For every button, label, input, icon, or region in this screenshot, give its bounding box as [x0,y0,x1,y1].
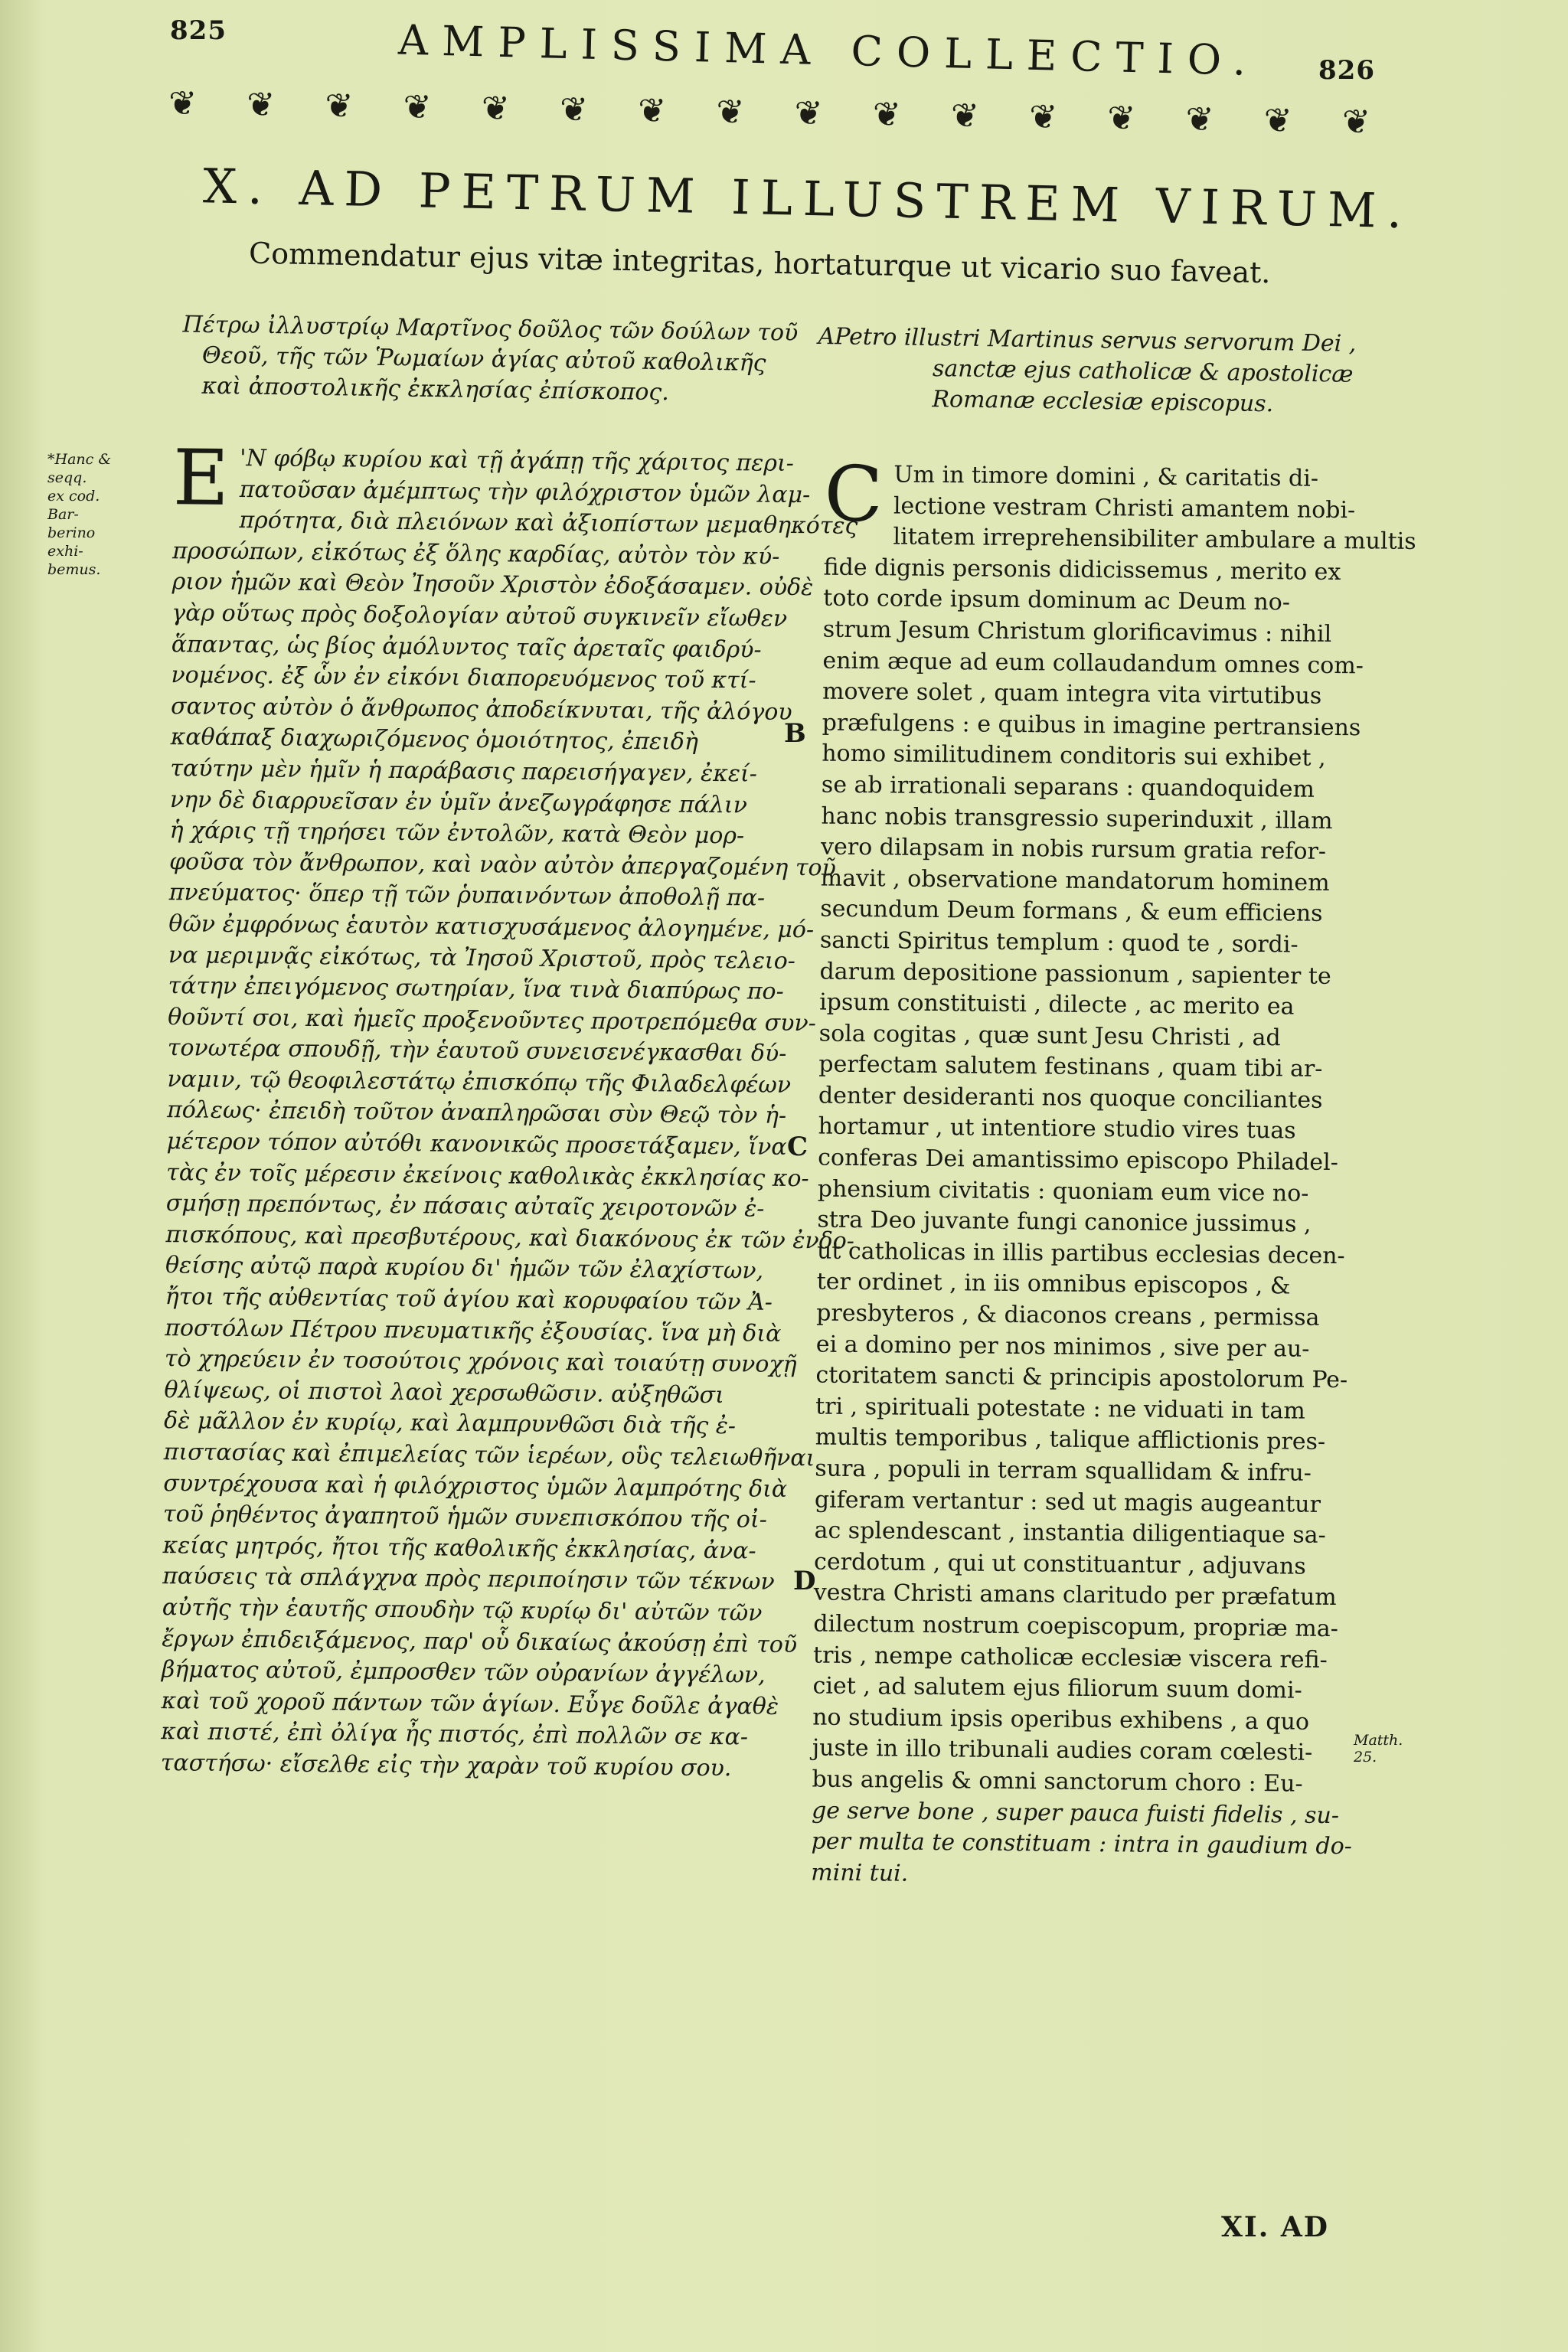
greek-text-line: πόλεως· ἐπειδὴ τοῦτον ἀναπληρῶσαι σὺν Θεῷ τὸν ἡ- [166,1096,787,1130]
greek-text-line: συντρέχουσα καὶ ἡ φιλόχριστος ὑμῶν λαμπρότης διὰ [163,1469,788,1503]
ornament-band [168,83,1371,143]
greek-dropcap: E [172,433,230,523]
greek-text-line: βήματος αὐτοῦ, ἐμπροσθεν τῶν οὐρανίων ἀγγέλων, [161,1656,766,1689]
fleuron-icon: ❦ [1263,100,1293,141]
latin-text-line: cerdotum , qui ut constituantur , adjuvans [813,1548,1306,1580]
latin-text-line: tris , nempe catholicæ ecclesiæ viscera refi- [812,1642,1328,1674]
latin-text-line: no studium ipsis operibus exhibens , a quo [812,1704,1310,1736]
latin-text-line: ge serve bone , super pauca fuisti fidelis , su- [811,1797,1340,1829]
latin-text-line: movere solet , quam integra vita virtutibus [822,678,1322,710]
latin-text-line: multis temporibus , talique afflictionis pres- [815,1423,1326,1456]
greek-text-line: ναμιν, τῷ θεοφιλεστάτῳ ἐπισκόπῳ τῆς Φιλαδελφέων [167,1066,792,1099]
latin-text-line: strum Jesum Christum glorificavimus : nihil [822,616,1332,648]
latin-text-line: ter ordinet , in iis omnibus episcopos , & [816,1268,1291,1300]
salutation-greek-line: καὶ ἀποστολικῆς ἐκκλησίας ἐπίσκοπος. [201,372,670,407]
greek-text-line: παύσεις τὰ σπλάγχνα πρὸς περιποίησιν τῶν τέκνων [162,1563,775,1596]
latin-text-line: stra Deo juvante fungi canonice jussimus , [817,1206,1312,1238]
margin-note-line: berino exhi- [47,524,96,560]
salutation-greek [181,309,799,410]
latin-text-line: bus angelis & omni sanctorum choro : Eu- [812,1766,1303,1798]
greek-text-line: τάτην ἐπειγόμενος σωτηρίαν, ἵνα τινὰ διαπύρως πο- [168,972,784,1005]
margin-reference: Matth. 25. [1354,1732,1403,1766]
fleuron-icon: ❦ [325,86,354,126]
greek-text-line: ἤτοι τῆς αὐθεντίας τοῦ ἁγίου καὶ κορυφαίου τῶν Ἀ- [165,1283,773,1316]
greek-text-line: ταστήσω· εἴσελθε εἰς τὴν χαρὰν τοῦ κυρίου σου. [160,1749,732,1782]
section-letter-c: C [787,1132,808,1162]
greek-text-line: νην δὲ διαρρυεῖσαν ἐν ὑμῖν ἀνεζωγράφησε πάλιν [169,786,748,818]
fleuron-icon: ❦ [403,87,432,127]
margin-note-line: bemus. [47,561,101,578]
latin-text-line: ipsum constituisti , dilecte , ac merito ea [818,988,1295,1021]
latin-text-line: perfectam salutem festinans , quam tibi ar- [818,1050,1323,1083]
greek-text-line: ποστόλων Πέτρου πνευματικῆς ἐξουσίας. ἵνα μὴ διὰ [165,1314,782,1348]
fleuron-icon: ❦ [481,88,511,129]
greek-text-line: καθάπαξ διαχωριζόμενος ὁμοιότητος, ἐπειδὴ [170,724,699,756]
latin-text-line: præfulgens : e quibus in imagine pertransiens [822,709,1361,742]
greek-text-line: πιστασίας καὶ ἐπιμελείας τῶν ἱερέων, οὓς τελειωθῆναι [163,1439,815,1472]
latin-text-line: homo similitudinem conditoris sui exhibet , [822,740,1326,773]
latin-text-line: vestra Christi amans claritudo per præfatum [813,1579,1337,1612]
fleuron-icon: ❦ [1106,98,1136,139]
greek-text-line: ἡ χάρις τῇ τηρήσει τῶν ἐντολῶν, κατὰ Θεὸν μορ- [169,817,745,850]
latin-text-line: ut catholicas in illis partibus ecclesias decen- [816,1237,1345,1270]
greek-text-line: κείας μητρός, ἤτοι τῆς καθολικῆς ἐκκλησίας, ἀνα- [162,1531,756,1565]
greek-text-line: τὰς ἐν τοῖς μέρεσιν ἐκείνοις καθολικὰς ἐκκλησίας κο- [166,1158,809,1192]
fleuron-icon: ❦ [950,96,980,136]
greek-text-line: σμήσῃ πρεπόντως, ἐν πάσαις αὐταῖς χειροτονῶν ἐ- [165,1190,765,1223]
latin-text-line: vero dilapsam in nobis rursum gratia refor- [820,833,1327,866]
greek-text-line: πατοῦσαν ἀμέμπτως τὴν φιλόχριστον ὑμῶν λαμ- [239,475,811,508]
greek-text-line: σαντος αὐτὸν ὁ ἄνθρωπος ἀποδείκνυται, τῆς ἀλόγου [170,692,792,726]
latin-text-line: darum depositione passionum , sapienter te [819,958,1331,990]
greek-text-line: πνεύματος· ὅπερ τῇ τῶν ῥυπαινόντων ἀποθολῇ πα- [168,879,766,912]
latin-text-line: hanc nobis transgressio superinduxit , illam [821,802,1333,835]
greek-text-line: ἔργων ἐπιδειξάμενος, παρ' οὗ δικαίως ἀκούσῃ ἐπὶ τοῦ [162,1625,798,1658]
latin-text-line: Um in timore domini , & caritatis di- [893,461,1319,492]
latin-text-line: per multa te constituam : intra in gaudium do- [811,1828,1353,1860]
greek-text-line: καὶ τοῦ χοροῦ πάντων τῶν ἁγίων. Εὖγε δοῦλε ἀγαθὲ [161,1687,779,1720]
greek-text-line: δὲ μᾶλλον ἐν κυρίῳ, καὶ λαμπρυνθῶσι διὰ τῆς ἐ- [163,1407,737,1440]
fleuron-icon: ❦ [168,83,198,123]
latin-text-line: litatem irreprehensibiliter ambulare a multis [893,523,1416,556]
salutation-greek-line: Θεοῦ, τῆς τῶν Ῥωμαίων ἁγίας αὐτοῦ καθολικῆς [201,341,766,377]
latin-text-line: denter desideranti nos quoque conciliantes [818,1082,1323,1114]
latin-text-line: mavit , observatione mandatorum hominem [820,864,1330,897]
fleuron-icon: ❦ [246,84,276,125]
latin-text-line: toto corde ipsum dominum ac Deum no- [823,584,1291,616]
running-head: AMPLISSIMA COLLECTIO. [397,15,1260,86]
margin-note-line: *Hanc & seqq. [47,451,112,486]
fleuron-icon: ❦ [1028,96,1058,137]
greek-text-line: μέτερον τόπον αὐτόθι κανονικῶς προσετάξαμεν, ἵνα [166,1128,787,1161]
salutation-greek-line: Πέτρω ἰλλυστρίῳ Μαρτῖνος δοῦλος τῶν δούλων τοῦ [182,311,799,347]
latin-text-line: ctoritatem sancti & principis apostolorum Pe- [815,1361,1348,1394]
greek-text-line: φοῦσα τὸν ἄνθρωπον, καὶ ναὸν αὐτὸν ἀπεργαζομένη τοῦ [168,848,836,882]
greek-text-line: θείσης αὐτῷ παρὰ κυρίου δι' ἡμῶν τῶν ἐλαχίστων, [165,1252,764,1285]
latin-text-line: sura , populi in terram squallidam & infru- [815,1455,1312,1487]
latin-text-line: dilectum nostrum coepiscopum, propriæ ma- [813,1610,1338,1643]
greek-text-line: γὰρ οὕτως πρὸς δοξολογίαν αὐτοῦ συγκινεῖν εἴωθεν [172,599,788,632]
fleuron-icon: ❦ [794,93,823,133]
greek-text-line: θῶν ἐμφρόνως ἑαυτὸν κατισχυσάμενος ἀλογημένε, μό- [168,910,815,944]
greek-text-line: ριον ἡμῶν καὶ Θεὸν Ἰησοῦν Χριστὸν ἐδοξάσαμεν. οὐδὲ [172,568,814,602]
latin-dropcap: C [823,449,884,540]
greek-text-line: 'Ν φόβῳ κυρίου καὶ τῇ ἀγάπῃ τῆς χάριτος περι- [240,445,795,477]
latin-text-line: secundum Deum formans , & eum efficiens [820,895,1323,928]
latin-text-line: conferas Dei amantissimo episcopo Philadel- [818,1144,1339,1177]
section-letter-d: D [793,1566,816,1596]
greek-text-line: νομένος. ἐξ ὧν ἐν εἰκόνι διαπορευόμενος τοῦ κτί- [171,662,756,694]
latin-text-line: hortamur , ut intentiore studio vires tuas [818,1113,1296,1145]
greek-column [160,433,858,1785]
fleuron-icon: ❦ [1341,102,1371,142]
fleuron-icon: ❦ [637,90,667,131]
fleuron-icon: ❦ [716,92,745,132]
latin-text-line: presbyteros , & diaconos creans , permissa [816,1299,1320,1331]
latin-text-line: fide dignis personis didicissemus , merito ex [823,554,1341,586]
greek-text-line: αὐτῆς τὴν ἑαυτῆς σπουδὴν τῷ κυρίῳ δι' αὐτῶν τῶν [162,1594,763,1627]
fleuron-icon: ❦ [559,90,589,129]
latin-text-line: juste in illo tribunali audies coram cœlesti- [812,1734,1313,1767]
fleuron-icon: ❦ [1185,100,1214,139]
greek-text-line: τονωτέρα σπουδῇ, τὴν ἑαυτοῦ συνεισενέγκασθαι δύ- [167,1034,787,1068]
greek-text-line: θλίψεως, οἱ πιστοὶ λαοὶ χερσωθῶσιν. αὐξηθῶσι [164,1376,725,1409]
latin-text-line: phensium civitatis : quoniam eum vice no- [817,1175,1309,1207]
latin-text-line: ac splendescant , instantia diligentiaque sa- [814,1517,1326,1550]
salutation-latin-line: Romanæ ecclesiæ episcopus. [932,386,1274,418]
folio-left: 825 [170,15,227,46]
section-letter-b: B [784,718,806,749]
fleuron-icon: ❦ [872,94,902,135]
latin-text-line: sola cogitas , quæ sunt Jesu Christi , ad [818,1020,1281,1052]
greek-text-line: θοῦντί σοι, καὶ ἡμεῖς προξενοῦντες προτρεπόμεθα συν- [168,1003,817,1037]
greek-lines [160,433,858,1785]
greek-text-line: τὸ χηρεύειν ἐν τοσούτοις χρόνοις καὶ τοιαύτῃ συνοχῇ [164,1345,797,1379]
folio-right: 826 [1318,55,1375,86]
latin-text-line: ei a domino per nos minimos , sive per au- [815,1331,1310,1363]
latin-text-line: sancti Spiritus templum : quod te , sordi- [819,926,1298,959]
salutation-latin-line: APetro illustri Martinus servus servorum Dei , [818,322,1357,358]
greek-text-line: πρότητα, διὰ πλειόνων καὶ ἀξιοπίστων μεμαθηκότες [239,507,858,540]
greek-text-line: ταύτην μὲν ἡμῖν ἡ παράβασις παρεισήγαγεν, ἐκεί- [170,755,758,788]
latin-text-line: tri , spirituali potestate : ne viduati in tam [815,1393,1305,1425]
latin-text-line: giferam vertantur : sed ut magis augeantur [814,1486,1321,1518]
latin-text-line: ciet , ad salutem ejus filiorum suum domi- [812,1672,1302,1704]
section-title: X. AD PETRUM ILLUSTREM VIRUM. [202,158,1413,240]
margin-note [47,450,124,579]
greek-text-line: πισκόπους, καὶ πρεσβυτέρους, καὶ διακόνους ἐκ τῶν ἐνδο- [165,1220,855,1255]
catchword: XI. AD [1221,2211,1329,2243]
latin-text-line: mini tui. [811,1859,909,1887]
greek-text-line: τοῦ ῥηθέντος ἀγαπητοῦ ἡμῶν συνεπισκόπου τῆς οἰ- [162,1501,767,1534]
greek-text-line: να μεριμνᾷς εἰκότως, τὰ Ἰησοῦ Χριστοῦ, πρὸς τελειο- [168,941,796,975]
greek-text-line: ἅπαντας, ὡς βίος ἀμόλυντος ταῖς ἀρεταῖς φαιδρύ- [171,630,762,664]
greek-text-line: καὶ πιστέ, ἐπὶ ὀλίγα ἦς πιστός, ἐπὶ πολλῶν σε κα- [161,1718,749,1751]
latin-text-line: se ab irrationali separans : quandoquidem [821,771,1315,803]
salutation-latin-line: sanctæ ejus catholicæ & apostolicæ [932,355,1354,388]
margin-note-line: ex cod. Bar- [47,488,100,523]
greek-text-line: προσώπων, εἰκότως ἐξ ὅλης καρδίας, αὐτὸν τὸν κύ- [172,537,780,570]
latin-text-line: lectione vestram Christi amantem nobi- [893,492,1356,524]
summary-line: Commendatur ejus vitæ integritas, hortaturque ut vicario suo faveat. [248,236,1271,290]
latin-text-line: enim æque ad eum collaudandum omnes com- [822,647,1364,679]
salutation-latin [817,322,1370,421]
